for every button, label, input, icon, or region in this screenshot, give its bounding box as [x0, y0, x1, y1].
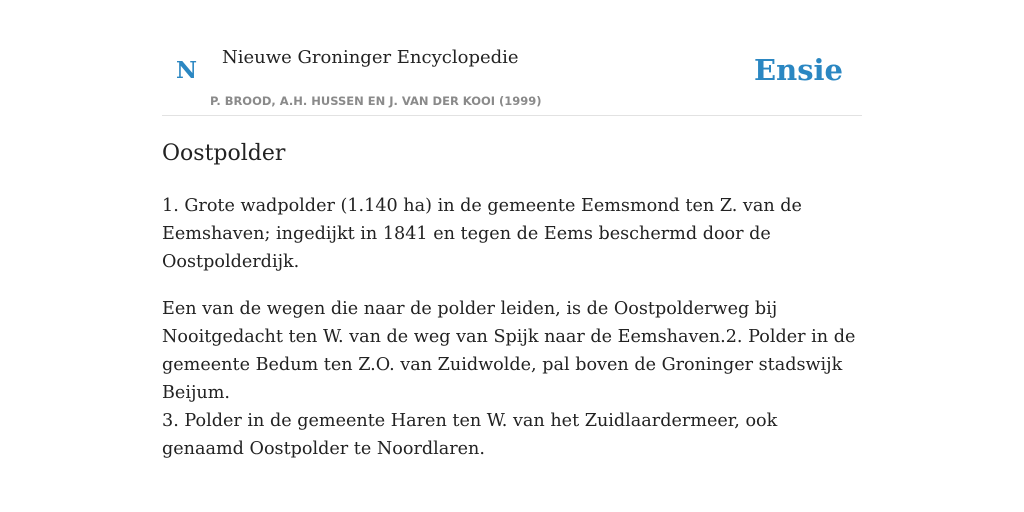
brand-logo-link[interactable]: Ensie — [754, 53, 843, 87]
article-paragraph-2-part-2: 3. Polder in de gemeente Haren ten W. van het Zuidlaardermeer, ook genaamd Oostpolder te Noordlaren. — [162, 411, 778, 459]
source-title: Nieuwe Groninger Encyclopedie — [222, 47, 519, 68]
article-paragraph-2-part-1: Een van de wegen die naar de polder leiden, is de Oostpolderweg bij Nooitgedacht ten W. van de weg van Spijk naar de Eemshaven.2. Polder in de gemeente Bedum ten Z.O. van Zuidwolde, pal boven de Groninger stadswijk Beijum. — [162, 299, 856, 403]
article-paragraph-2 — [162, 295, 862, 463]
article — [162, 138, 862, 463]
source-logo: N — [176, 57, 198, 84]
source-header — [162, 38, 862, 116]
article-paragraph-1: 1. Grote wadpolder (1.140 ha) in de gemeente Eemsmond ten Z. van de Eemshaven; ingedijkt in 1841 en tegen de Eems beschermd door de Oostpolderdijk. — [162, 196, 802, 272]
source-authors: P. BROOD, A.H. HUSSEN EN J. VAN DER KOOI (1999) — [210, 94, 542, 108]
article-title: Oostpolder — [162, 141, 286, 166]
